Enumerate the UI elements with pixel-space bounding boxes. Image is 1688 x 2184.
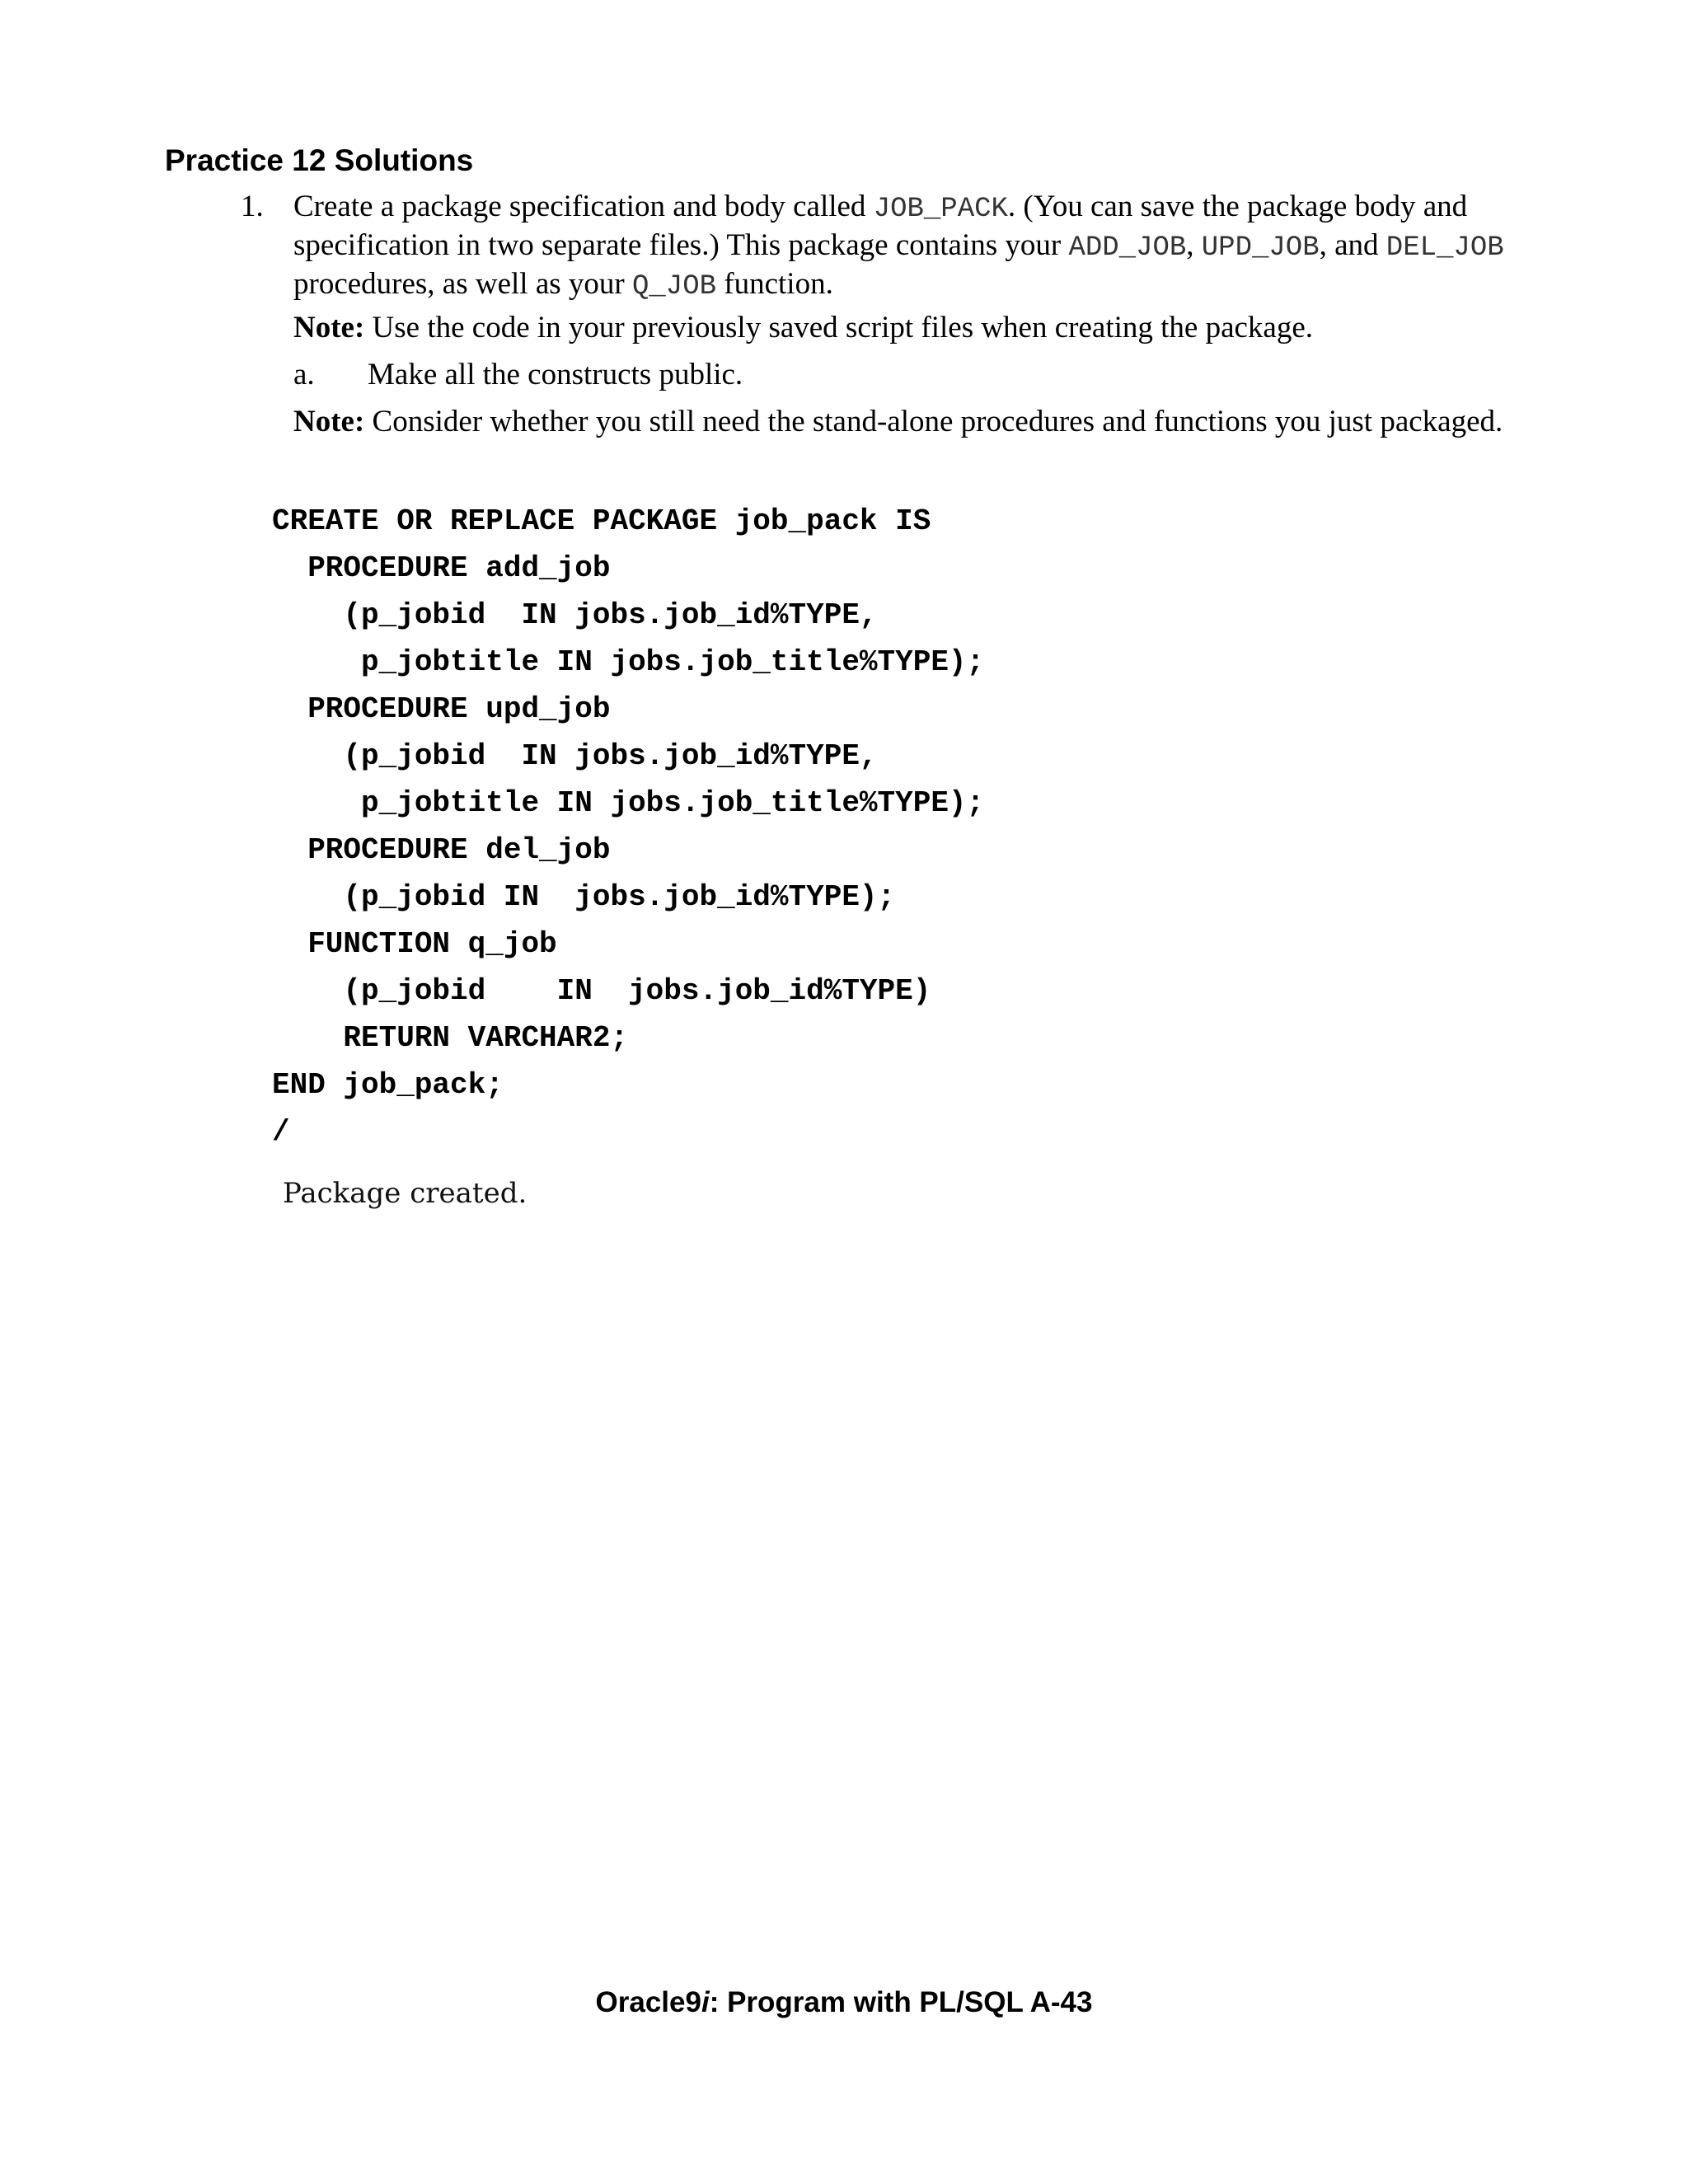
code-line: END job_pack; [272, 1068, 504, 1102]
intro-text-4: , and [1319, 228, 1386, 262]
code-line: (p_jobid IN jobs.job_id%TYPE, [272, 739, 878, 773]
code-line: PROCEDURE add_job [272, 551, 611, 585]
code-term-add-job: ADD_JOB [1068, 232, 1187, 264]
page-heading: Practice 12 Solutions [165, 143, 474, 177]
code-line: FUNCTION q_job [272, 927, 557, 961]
item-intro-paragraph [293, 189, 1579, 305]
sub-item-a-text: Make all the constructs public. [368, 358, 743, 391]
intro-text-5: procedures, as well as your [293, 267, 632, 301]
code-term-upd-job: UPD_JOB [1201, 232, 1320, 264]
footer-italic: i [701, 1986, 710, 2018]
code-term-job-pack: JOB_PACK [873, 194, 1008, 225]
intro-text-2: . (You can save the package body and specification in two separate files.) This package contains your [293, 190, 1468, 262]
footer-prefix: Oracle9 [595, 1986, 701, 2018]
intro-text-1: Create a package specification and body called [293, 190, 874, 223]
footer-suffix: : Program with PL/SQL A-43 [709, 1986, 1093, 2018]
code-term-q-job: Q_JOB [631, 271, 717, 302]
note-label-1: Note: [293, 311, 365, 344]
note-paragraph-1 [293, 310, 1579, 346]
code-line: PROCEDURE upd_job [272, 692, 611, 726]
intro-text-3: , [1186, 228, 1202, 262]
sub-item-a [293, 357, 1579, 393]
code-line: p_jobtitle IN jobs.job_title%TYPE); [272, 786, 985, 820]
code-line: PROCEDURE del_job [272, 833, 611, 867]
code-line: RETURN VARCHAR2; [272, 1021, 629, 1055]
code-block [272, 498, 984, 1155]
note-text-1: Use the code in your previously saved script files when creating the package. [364, 311, 1314, 344]
code-line: CREATE OR REPLACE PACKAGE job_pack IS [272, 504, 931, 538]
intro-text-6: function. [716, 267, 833, 301]
list-item-number: 1. [241, 190, 264, 223]
sub-item-a-label: a. [293, 358, 315, 391]
code-term-del-job: DEL_JOB [1386, 232, 1504, 264]
code-line: (p_jobid IN jobs.job_id%TYPE); [272, 880, 896, 914]
code-line: (p_jobid IN jobs.job_id%TYPE, [272, 598, 878, 632]
code-line: / [272, 1115, 290, 1149]
code-line: p_jobtitle IN jobs.job_title%TYPE); [272, 645, 985, 679]
code-line: (p_jobid IN jobs.job_id%TYPE) [272, 974, 931, 1008]
note-label-2: Note: [293, 405, 365, 438]
page-footer [0, 1986, 1688, 2019]
note-paragraph-2 [293, 404, 1579, 440]
note-text-2: Consider whether you still need the stand-alone procedures and functions you just packaged. [364, 405, 1503, 438]
sql-result-message: Package created. [283, 1177, 528, 1210]
